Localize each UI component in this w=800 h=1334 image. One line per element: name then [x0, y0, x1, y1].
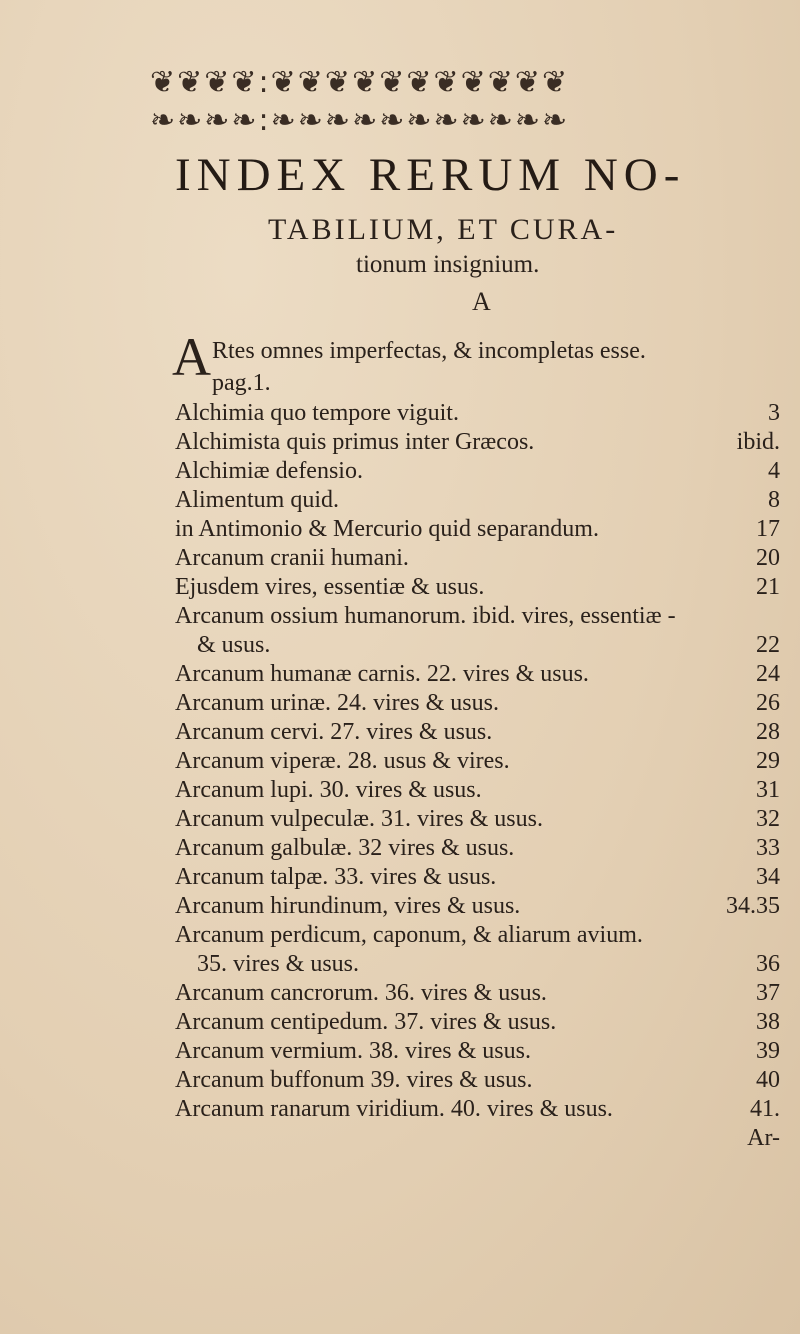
index-entry-page: 40 [756, 1067, 780, 1093]
ornament-row-bottom: ❧❧❧❧:❧❧❧❧❧❧❧❧❧❧❧ [150, 104, 570, 138]
index-entry-text: Arcanum cranii humani. [175, 545, 409, 571]
index-entry-text: Arcanum humanæ carnis. 22. vires & usus. [175, 661, 589, 687]
index-entry-page: 39 [756, 1038, 780, 1064]
index-entry-text: Arcanum vulpeculæ. 31. vires & usus. [175, 806, 543, 832]
index-entry-text: Arcanum urinæ. 24. vires & usus. [175, 690, 499, 716]
index-entry-page: 34 [756, 864, 780, 890]
index-entry-text: pag.1. [212, 370, 271, 396]
index-entry-text: Ejusdem vires, essentiæ & usus. [175, 574, 485, 600]
index-entry-page: 22 [756, 632, 780, 658]
page-title-line3: tionum insignium. [356, 251, 540, 278]
index-entry-text: Arcanum perdicum, caponum, & aliarum avium. [175, 922, 643, 948]
index-entry-page: 20 [756, 545, 780, 571]
index-entry-page: 29 [756, 748, 780, 774]
index-entry-text: 35. vires & usus. [197, 951, 359, 977]
index-entry-page: 3 [768, 400, 780, 426]
index-entry-text: Arcanum cervi. 27. vires & usus. [175, 719, 493, 745]
drop-cap: A [172, 327, 211, 387]
index-entry-page: 41. [750, 1096, 780, 1122]
index-entry-text: Arcanum galbulæ. 32 vires & usus. [175, 835, 515, 861]
index-entry-page: 26 [756, 690, 780, 716]
index-entry-text: Alchimia quo tempore viguit. [175, 400, 459, 426]
index-entry-text: Arcanum ossium humanorum. ibid. vires, essentiæ - [175, 603, 676, 629]
index-entry-text: Arcanum vermium. 38. vires & usus. [175, 1038, 531, 1064]
index-entry-page: 33 [756, 835, 780, 861]
index-entry-text: Arcanum viperæ. 28. usus & vires. [175, 748, 510, 774]
index-entry-text: Arcanum buffonum 39. vires & usus. [175, 1067, 533, 1093]
index-entry-text: Alchimista quis primus inter Græcos. [175, 429, 535, 455]
catchword: Ar- [747, 1125, 780, 1151]
index-entry-page: 31 [756, 777, 780, 803]
index-entry-page: 8 [768, 487, 780, 513]
ornament-row-top: ❦❦❦❦:❦❦❦❦❦❦❦❦❦❦❦ [150, 66, 570, 100]
index-entry-text: Arcanum hirundinum, vires & usus. [175, 893, 521, 919]
page-title-line2: TABILIUM, ET CURA- [268, 213, 619, 246]
index-entry-text: in Antimonio & Mercurio quid separandum. [175, 516, 599, 542]
index-entry-text: Arcanum lupi. 30. vires & usus. [175, 777, 482, 803]
index-entry-text: Rtes omnes imperfectas, & incompletas esse. [212, 338, 646, 364]
index-entry-page: ibid. [736, 429, 780, 455]
index-entry-page: 36 [756, 951, 780, 977]
index-entry-page: 17 [756, 516, 780, 542]
index-entry-page: 28 [756, 719, 780, 745]
index-entry-text: & usus. [197, 632, 271, 658]
index-entry-text: Arcanum centipedum. 37. vires & usus. [175, 1009, 557, 1035]
section-letter: A [472, 287, 491, 316]
index-entry-text: Arcanum cancrorum. 36. vires & usus. [175, 980, 547, 1006]
index-entry-page: 37 [756, 980, 780, 1006]
index-entry-page: 4 [768, 458, 780, 484]
index-entry-page: 32 [756, 806, 780, 832]
index-entry-page: 21 [756, 574, 780, 600]
index-entry-page: 34.35 [726, 893, 780, 919]
index-entry-text: Arcanum talpæ. 33. vires & usus. [175, 864, 497, 890]
index-entry-text: Alimentum quid. [175, 487, 339, 513]
page-title: INDEX RERUM NO- [175, 149, 686, 201]
index-entry-page: 24 [756, 661, 780, 687]
index-entry-page: 38 [756, 1009, 780, 1035]
index-entry-text: Alchimiæ defensio. [175, 458, 363, 484]
index-entry-text: Arcanum ranarum viridium. 40. vires & usus. [175, 1096, 613, 1122]
